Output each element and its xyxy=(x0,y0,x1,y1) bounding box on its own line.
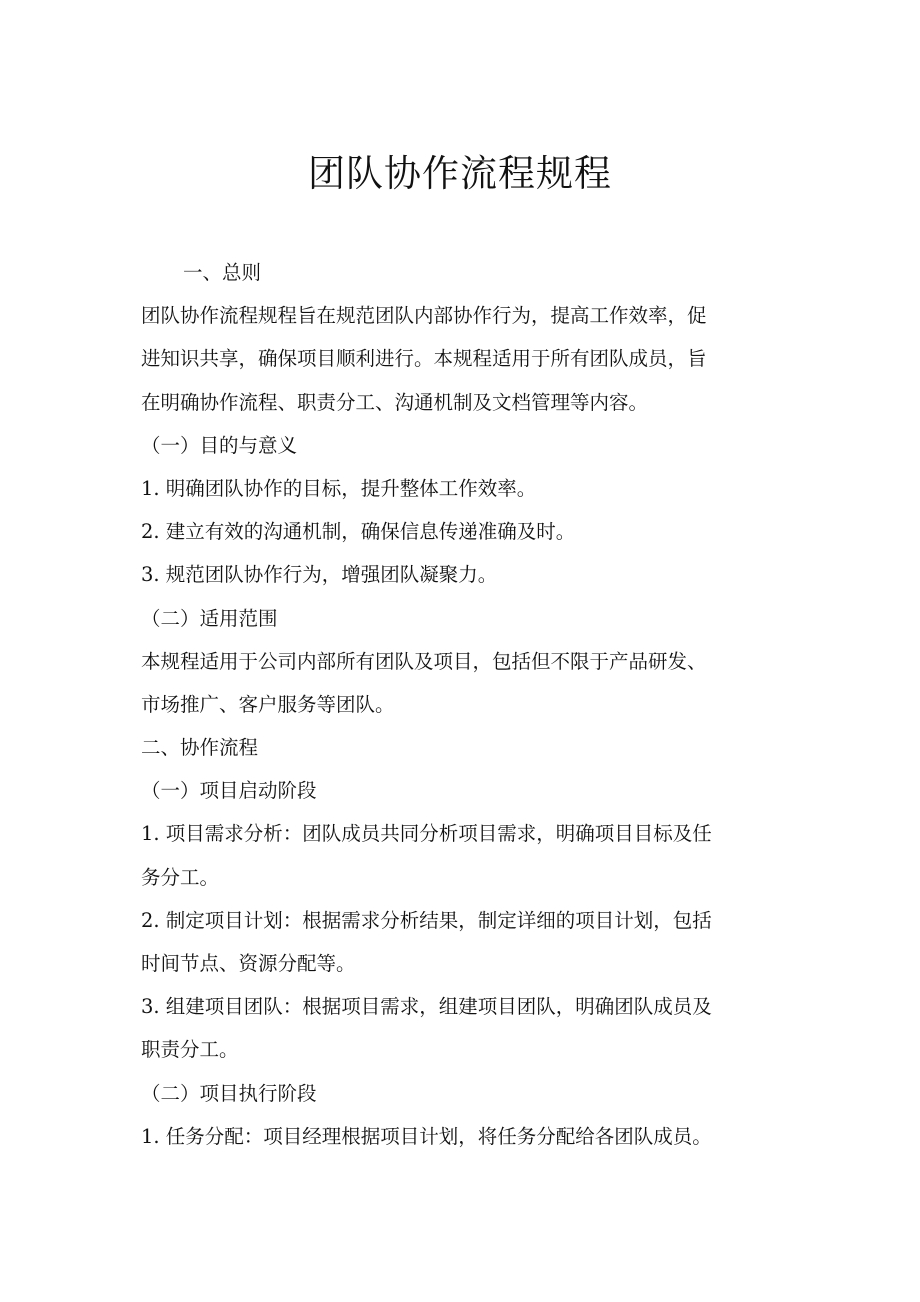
list-item-continuation: 职责分工。 xyxy=(141,1038,239,1062)
list-item: 1. 明确团队协作的目标，提升整体工作效率。 xyxy=(141,476,537,500)
subsection-heading-scope: （二）适用范围 xyxy=(141,606,278,630)
paragraph-line: 在明确协作流程、职责分工、沟通机制及文档管理等内容。 xyxy=(141,390,649,414)
subsection-heading-execution: （二）项目执行阶段 xyxy=(141,1081,317,1105)
subsection-heading-purpose: （一）目的与意义 xyxy=(141,433,298,457)
list-item: 2. 制定项目计划：根据需求分析结果，制定详细的项目计划，包括 xyxy=(141,908,712,932)
document-body xyxy=(141,251,781,1158)
paragraph-line: 进知识共享，确保项目顺利进行。本规程适用于所有团队成员，旨 xyxy=(141,347,707,371)
paragraph-line: 团队协作流程规程旨在规范团队内部协作行为，提高工作效率，促 xyxy=(141,304,707,328)
list-item: 1. 项目需求分析：团队成员共同分析项目需求，明确项目目标及任 xyxy=(141,822,712,846)
list-item-continuation: 务分工。 xyxy=(141,865,220,889)
paragraph-line: 市场推广、客户服务等团队。 xyxy=(141,692,395,716)
list-item-continuation: 时间节点、资源分配等。 xyxy=(141,952,356,975)
paragraph-line: 本规程适用于公司内部所有团队及项目，包括但不限于产品研发、 xyxy=(141,649,707,673)
list-item: 3. 组建项目团队：根据项目需求，组建项目团队，明确团队成员及 xyxy=(141,995,712,1019)
section-heading-general: 一、总则 xyxy=(183,261,262,284)
subsection-heading-startup: （一）项目启动阶段 xyxy=(141,779,317,803)
document-title: 团队协作流程规程 xyxy=(308,152,612,195)
section-heading-process: 二、协作流程 xyxy=(141,736,259,760)
list-item: 1. 任务分配：项目经理根据项目计划，将任务分配给各团队成员。 xyxy=(141,1124,712,1148)
list-item: 2. 建立有效的沟通机制，确保信息传递准确及时。 xyxy=(141,520,576,544)
list-item: 3. 规范团队协作行为，增强团队凝聚力。 xyxy=(141,563,498,587)
